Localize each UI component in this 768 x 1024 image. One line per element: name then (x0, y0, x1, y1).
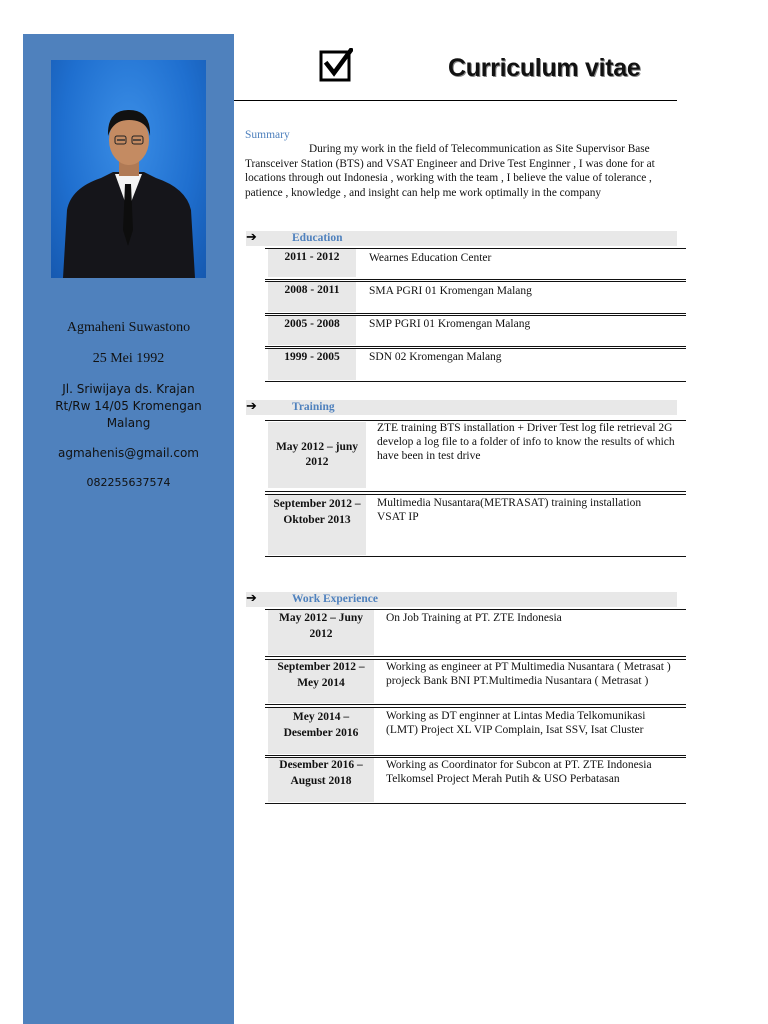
training-period-cell: May 2012 – juny 2012 (268, 422, 366, 488)
education-place: SDN 02 Kromengan Malang (369, 351, 502, 363)
training-rule (265, 491, 686, 492)
work-section-bar (246, 592, 677, 607)
education-rule (265, 279, 686, 280)
arrow-right-icon: ➔ (246, 229, 257, 244)
profile-name: Agmaheni Suwastono (66, 320, 191, 335)
training-heading: Training (292, 401, 335, 413)
work-desc: On Job Training at PT. ZTE Indonesia (386, 612, 562, 624)
profile-address: Jl. Sriwijaya ds. Krajan Rt/Rw 14/05 Kromengan Malang (55, 382, 202, 430)
page-title: Curriculum vitae (448, 54, 641, 82)
education-place: Wearnes Education Center (369, 252, 492, 264)
work-rule (265, 803, 686, 804)
work-period-cell: September 2012 – Mey 2014 (268, 660, 374, 703)
education-rule (265, 313, 686, 314)
education-heading: Education (292, 232, 343, 244)
work-desc: Working as engineer at PT Multimedia Nusantara ( Metrasat ) projeck Bank BNI PT.Multimedia Nusantara ( Metrasat ) (386, 661, 671, 687)
training-desc: ZTE training BTS installation + Driver Test log file retrieval 2G develop a log file to a folder of info to know the results of which have been in test drive (377, 422, 675, 462)
summary-heading: Summary (245, 129, 290, 141)
work-rule (265, 656, 686, 657)
person-portrait-icon (51, 60, 206, 278)
work-period-cell: Mey 2014 – Desember 2016 (268, 708, 374, 754)
profile-photo (51, 60, 206, 278)
education-period-cell: 1999 - 2005 (268, 349, 356, 380)
education-place: SMA PGRI 01 Kromengan Malang (369, 285, 532, 297)
training-desc: Multimedia Nusantara(METRASAT) training installation VSAT IP (377, 497, 642, 523)
education-section-bar (246, 231, 677, 246)
training-section-bar (246, 400, 677, 415)
arrow-right-icon: ➔ (246, 398, 257, 413)
education-place: SMP PGRI 01 Kromengan Malang (369, 318, 531, 330)
education-rule (265, 346, 686, 347)
work-desc: Working as DT enginner at Lintas Media Telkomunikasi (LMT) Project XL VIP Complain, Isat SSV, Isat Cluster (386, 710, 646, 736)
education-period-cell: 2008 - 2011 (268, 282, 356, 312)
education-rule (265, 381, 686, 382)
training-period-cell: September 2012 –Oktober 2013 (268, 495, 366, 555)
work-period-cell: May 2012 – Juny 2012 (268, 610, 374, 655)
title-divider (234, 100, 677, 101)
work-desc: Working as Coordinator for Subcon at PT. ZTE Indonesia Telkomsel Project Merah Putih & USO Perbatasan (386, 759, 652, 785)
education-period-cell: 2011 - 2012 (268, 249, 356, 277)
work-rule (265, 755, 686, 756)
checkbox-checked-icon (319, 48, 353, 82)
education-period-cell: 2005 - 2008 (268, 316, 356, 345)
work-period-cell: Desember 2016 – August 2018 (268, 758, 374, 802)
summary-text: During my work in the field of Telecommunication as Site Supervisor Base Transceiver Station (BTS) and VSAT Engineer and Drive Test Enginner , I was done for at locations through out Indonesia , working with the team , I believe the value of tolerance , patience , knowledge , and insight can help me work optimally in the company (245, 143, 655, 199)
work-heading: Work Experience (292, 593, 378, 605)
profile-dob: 25 Mei 1992 (92, 351, 165, 366)
training-rule (265, 556, 686, 557)
arrow-right-icon: ➔ (246, 590, 257, 605)
work-rule (265, 704, 686, 705)
profile-email: agmahenis@gmail.com (58, 446, 199, 460)
profile-phone: 082255637574 (86, 476, 171, 489)
